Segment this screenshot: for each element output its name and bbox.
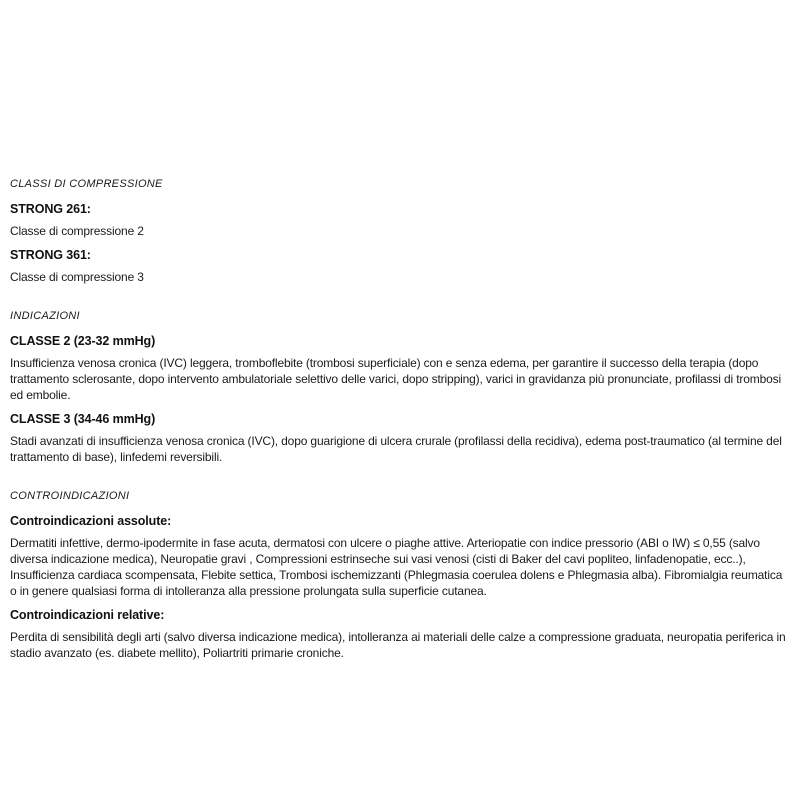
section-heading: CONTROINDICAZIONI: [10, 490, 130, 502]
item-label: STRONG 261:: [10, 202, 91, 216]
item-paragraph: Insufficienza venosa cronica (IVC) leggera, tromboflebite (trombosi superficiale) con e senza edema, per garantire il successo della terapia (dopo trattamento sclerosante, dopo intervento ambulatoriale selettivo delle varici, dopo stripping), varici in gravidanza più pronunciate, profilassi di trombosi ed embolie.: [10, 356, 782, 402]
item-paragraph: Classe di compressione 3: [10, 270, 144, 284]
section-indications: [10, 309, 786, 465]
item-label: Controindicazioni assolute:: [10, 514, 172, 528]
section-heading: CLASSI DI COMPRESSIONE: [10, 178, 163, 190]
item-label: STRONG 361:: [10, 248, 91, 262]
item-label: Controindicazioni relative:: [10, 608, 165, 622]
item-label: CLASSE 2 (23-32 mmHg): [10, 334, 156, 348]
item-paragraph: Classe di compressione 2: [10, 224, 144, 238]
section-compression-classes: [10, 177, 786, 285]
section-heading: INDICAZIONI: [10, 310, 80, 322]
item-paragraph: Dermatiti infettive, dermo-ipodermite in fase acuta, dermatosi con ulcere o piaghe attive. Arteriopatie con indice pressorio (ABI o IW) ≤ 0,55 (salvo diversa indicazione medica), Neuropatie gravi , Compressioni estrinseche sui vasi venosi (cisti di Baker del cavi popliteo, linfadenopatie, ecc..), Insufficienza cardiaca scompensata, Flebite settica, Trombosi ischemizzanti (Phlegmasia coerulea dolens e Phlegmasia alba). Fibromialgia reumatica o in genere qualsiasi forma di intolleranza alla pressione prolungata sulla superficie cutanea.: [10, 536, 783, 598]
item-paragraph: Stadi avanzati di insufficienza venosa cronica (IVC), dopo guarigione di ulcera crurale (profilassi della recidiva), edema post-traumatico (al termine del trattamento di base), linfedemi reversibili.: [10, 434, 782, 464]
document-content: [10, 177, 786, 685]
item-paragraph: Perdita di sensibilità degli arti (salvo diversa indicazione medica), intolleranza ai materiali delle calze a compressione graduata, neuropatia periferica in stadio avanzato (es. diabete mellito), Poliartriti primarie croniche.: [10, 630, 786, 660]
item-label: CLASSE 3 (34-46 mmHg): [10, 412, 156, 426]
section-contraindications: [10, 489, 786, 661]
